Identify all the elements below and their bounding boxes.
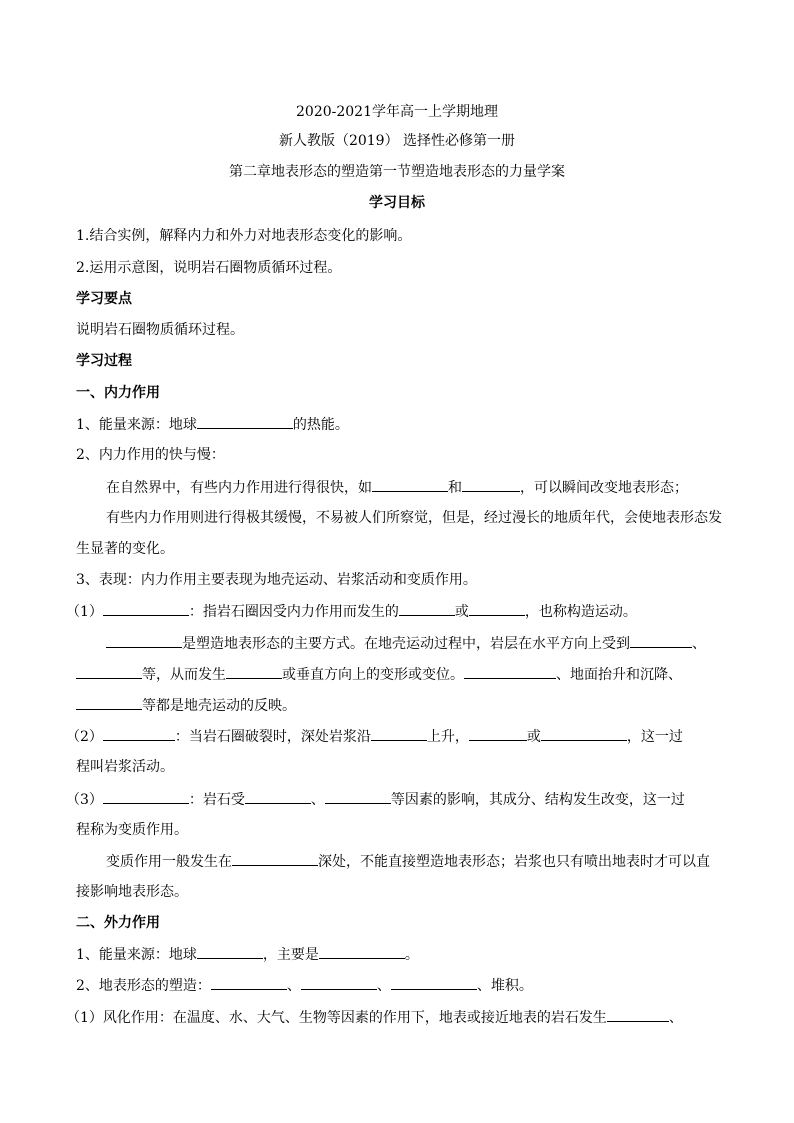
- text-segment: 、: [692, 636, 706, 652]
- fill-blank: [103, 601, 189, 616]
- text-segment: 、: [668, 1010, 683, 1026]
- crust-line-4: [76, 695, 716, 716]
- fill-blank: [232, 851, 318, 866]
- fill-blank: [462, 477, 520, 492]
- meta-line-1: [66, 789, 706, 810]
- speed-heading: 2、内力作用的快与慢：: [76, 447, 225, 463]
- objective-item-1: 1.结合实例，解释内力和外力对地表形态变化的影响。: [76, 228, 412, 244]
- text-segment: ：当岩石圈破裂时，深处岩浆沿: [174, 729, 371, 745]
- doc-lesson-title: 第二章地表形态的塑造第一节塑造地表形态的力量学案: [229, 164, 565, 180]
- meta-line-2: 程称为变质作用。: [76, 822, 188, 838]
- text-segment: 深处，不能直接塑造地表形态；岩浆也只有喷出地表时才可以直: [318, 854, 710, 870]
- text-segment: 、堆积。: [476, 978, 533, 994]
- crust-line-1: [66, 601, 706, 622]
- text-segment: 等都是地壳运动的反映。: [142, 698, 296, 714]
- text-segment: 、: [310, 792, 325, 808]
- fill-blank: [103, 789, 189, 804]
- internal-energy-line: [76, 414, 716, 435]
- text-segment: 是塑造地表形态的主要方式。在地壳运动过程中，岩层在水平方向上受到: [182, 636, 630, 652]
- external-shaping-line: [76, 975, 716, 996]
- fill-blank: [325, 789, 391, 804]
- doc-edition: 新人教版（2019） 选择性必修第一册: [278, 133, 516, 149]
- fill-blank: [607, 1007, 669, 1022]
- text-segment: 或垂直方向上的变形或变位。: [282, 667, 464, 683]
- slow-line-2: 生显著的变化。: [76, 541, 174, 557]
- text-segment: （1）风化作用：在温度、水、大气、生物等因素的作用下，地表或接近地表的岩石发生: [66, 1010, 607, 1026]
- crust-line-3: [76, 664, 716, 685]
- magma-line-2: 程叫岩浆活动。: [76, 759, 174, 775]
- key-points-text: 说明岩石圈物质循环过程。: [76, 322, 244, 338]
- text-segment: 的热能。: [292, 417, 349, 433]
- text-segment: ：岩石受: [188, 792, 245, 808]
- fill-blank: [245, 789, 311, 804]
- text-segment: 在自然界中，有些内力作用进行得很快，如: [106, 480, 372, 496]
- fill-blank: [630, 633, 692, 648]
- text-segment: ，可以瞬间改变地表形态；: [520, 480, 688, 496]
- fill-blank: [319, 944, 405, 959]
- doc-title: 2020-2021学年高一上学期地理: [296, 104, 498, 120]
- fill-blank: [464, 664, 556, 679]
- fast-line: [106, 477, 746, 498]
- text-segment: 、: [376, 978, 391, 994]
- text-segment: ，主要是: [262, 947, 319, 963]
- text-segment: ，也称构造运动。: [524, 604, 637, 620]
- weathering-line: [66, 1007, 706, 1028]
- text-segment: 1、能量来源：地球: [76, 947, 197, 963]
- fill-blank: [469, 601, 525, 616]
- magma-line-1: [66, 726, 706, 747]
- external-heading: 二、外力作用: [76, 915, 160, 931]
- fill-blank: [372, 477, 448, 492]
- fill-blank: [197, 414, 293, 429]
- process-heading: 学习过程: [76, 353, 132, 369]
- text-segment: （2）: [66, 729, 103, 745]
- text-segment: 1、能量来源：地球: [76, 417, 197, 433]
- text-segment: 。: [404, 947, 419, 963]
- meta-line-3: [106, 851, 746, 872]
- fill-blank: [226, 664, 282, 679]
- fill-blank: [399, 601, 455, 616]
- text-segment: 上升，: [426, 729, 469, 745]
- objective-item-2: 2.运用示意图，说明岩石圈物质循环过程。: [76, 260, 342, 276]
- text-segment: ，这一过: [626, 729, 683, 745]
- objectives-heading: 学习目标: [369, 195, 425, 211]
- fill-blank: [103, 726, 175, 741]
- external-energy-line: [76, 944, 716, 965]
- text-segment: （1）: [66, 604, 103, 620]
- text-segment: 、: [286, 978, 301, 994]
- internal-heading: 一、内力作用: [76, 385, 160, 401]
- fill-blank: [211, 975, 287, 990]
- text-segment: 等，从而发生: [142, 667, 226, 683]
- fill-blank: [371, 726, 427, 741]
- text-segment: 2、地表形态的塑造：: [76, 978, 211, 994]
- fill-blank: [301, 975, 377, 990]
- fill-blank: [469, 726, 527, 741]
- text-segment: 或: [526, 729, 541, 745]
- text-segment: 变质作用一般发生在: [106, 854, 232, 870]
- text-segment: 和: [448, 480, 462, 496]
- fill-blank: [391, 975, 477, 990]
- key-points-heading: 学习要点: [76, 291, 132, 307]
- fill-blank: [76, 695, 142, 710]
- text-segment: ：指岩石圈因受内力作用而发生的: [188, 604, 399, 620]
- crust-line-2: [106, 633, 746, 654]
- slow-line-1: 有些内力作用则进行得极其缓慢，不易被人们所察觉，但是，经过漫长的地质年代，会使地表形态发: [106, 510, 722, 526]
- meta-line-4: 接影响地表形态。: [76, 884, 188, 900]
- text-segment: 、地面抬升和沉降、: [556, 667, 682, 683]
- text-segment: （3）: [66, 792, 103, 808]
- text-segment: 或: [454, 604, 469, 620]
- fill-blank: [106, 633, 182, 648]
- text-segment: 等因素的影响，其成分、结构发生改变，这一过: [390, 792, 685, 808]
- fill-blank: [76, 664, 142, 679]
- fill-blank: [541, 726, 627, 741]
- fill-blank: [197, 944, 263, 959]
- forms-line: 3、表现：内力作用主要表现为地壳运动、岩浆活动和变质作用。: [76, 572, 477, 588]
